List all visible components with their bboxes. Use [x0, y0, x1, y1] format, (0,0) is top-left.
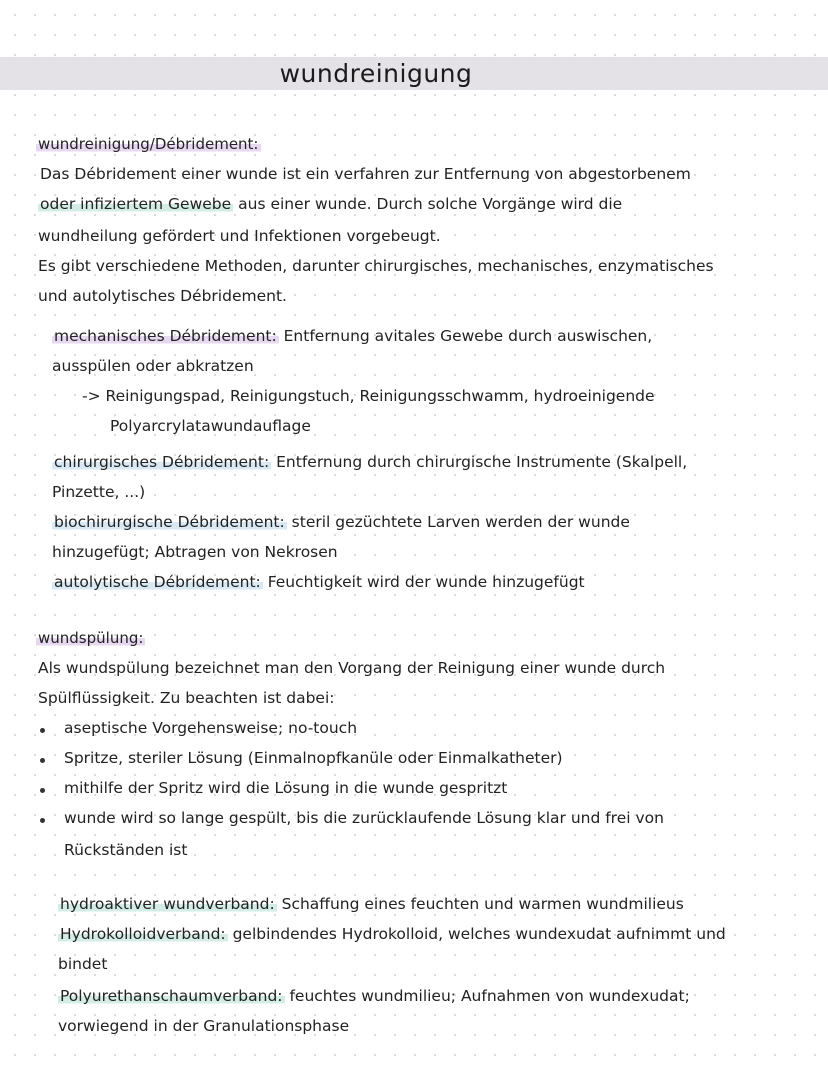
- term-label: hydroaktiver wundverband:: [60, 895, 275, 913]
- method-autolytic: autolytische Débridement: Feuchtigkeit wird der wunde hinzugefügt: [54, 573, 585, 591]
- list-item: aseptische Vorgehensweise; no-touch: [64, 719, 358, 737]
- paragraph-line: und autolytisches Débridement.: [38, 287, 287, 305]
- dressing-line: vorwiegend in der Granulationsphase: [58, 1017, 350, 1035]
- method-line: Pinzette, ...): [52, 483, 146, 501]
- dressing-hydroactive: hydroaktiver wundverband: Schaffung eines feuchten und warmen wundmilieus: [60, 895, 684, 913]
- list-item: mithilfe der Spritz wird die Lösung in die wunde gespritzt: [64, 779, 508, 797]
- bullet-dot: [40, 758, 45, 763]
- method-arrow-line: -> Reinigungspad, Reinigungstuch, Reinigungsschwamm, hydroeinigende: [82, 387, 655, 405]
- method-line: hinzugefügt; Abtragen von Nekrosen: [52, 543, 338, 561]
- term-label: autolytische Débridement:: [54, 573, 261, 591]
- paragraph-line: wundheilung gefördert und Infektionen vorgebeugt.: [38, 227, 441, 245]
- term-label: biochirurgische Débridement:: [54, 513, 285, 531]
- bullet-dot: [40, 788, 45, 793]
- term-label: mechanisches Débridement:: [54, 327, 277, 345]
- paragraph-line: Das Débridement einer wunde ist ein verfahren zur Entfernung von abgestorbenem: [40, 165, 691, 183]
- method-line: ausspülen oder abkratzen: [52, 357, 254, 375]
- paragraph-line: Als wundspülung bezeichnet man den Vorgang der Reinigung einer wunde durch: [38, 659, 666, 677]
- term-label: Polyurethanschaumverband:: [60, 987, 283, 1005]
- bullet-dot: [40, 728, 45, 733]
- term-label: Hydrokolloidverband:: [60, 925, 226, 943]
- list-item: wunde wird so lange gespült, bis die zurücklaufende Lösung klar und frei von: [64, 809, 664, 827]
- paragraph-line: Es gibt verschiedene Methoden, darunter chirurgisches, mechanisches, enzymatisches: [38, 257, 714, 275]
- method-biosurgical: biochirurgische Débridement: steril gezüchtete Larven werden der wunde: [54, 513, 630, 531]
- method-surgical: chirurgisches Débridement: Entfernung durch chirurgische Instrumente (Skalpell,: [54, 453, 688, 471]
- method-mechanical: mechanisches Débridement: Entfernung avitales Gewebe durch auswischen,: [54, 327, 653, 345]
- paragraph-line: oder infiziertem Gewebe aus einer wunde. Durch solche Vorgänge wird die: [40, 195, 623, 213]
- page-title: wundreinigung: [279, 59, 473, 88]
- highlight-term: oder infiziertem Gewebe: [40, 195, 232, 213]
- dressing-line: bindet: [58, 955, 108, 973]
- dressing-polyurethane: Polyurethanschaumverband: feuchtes wundmilieu; Aufnahmen von wundexudat;: [60, 987, 690, 1005]
- list-item-continuation: Rückständen ist: [64, 841, 188, 859]
- section-heading-debridement: wundreinigung/Débridement:: [38, 135, 259, 153]
- list-item: Spritze, steriler Lösung (Einmalnopfkanüle oder Einmalkatheter): [64, 749, 563, 767]
- term-label: chirurgisches Débridement:: [54, 453, 270, 471]
- dressing-hydrocolloid: Hydrokolloidverband: gelbindendes Hydrokolloid, welches wundexudat aufnimmt und: [60, 925, 726, 943]
- method-arrow-line: Polyarcrylatawundauflage: [110, 417, 311, 435]
- paragraph-line: Spülflüssigkeit. Zu beachten ist dabei:: [38, 689, 335, 707]
- bullet-dot: [40, 818, 45, 823]
- section-heading-wundspuelung: wundspülung:: [38, 629, 144, 647]
